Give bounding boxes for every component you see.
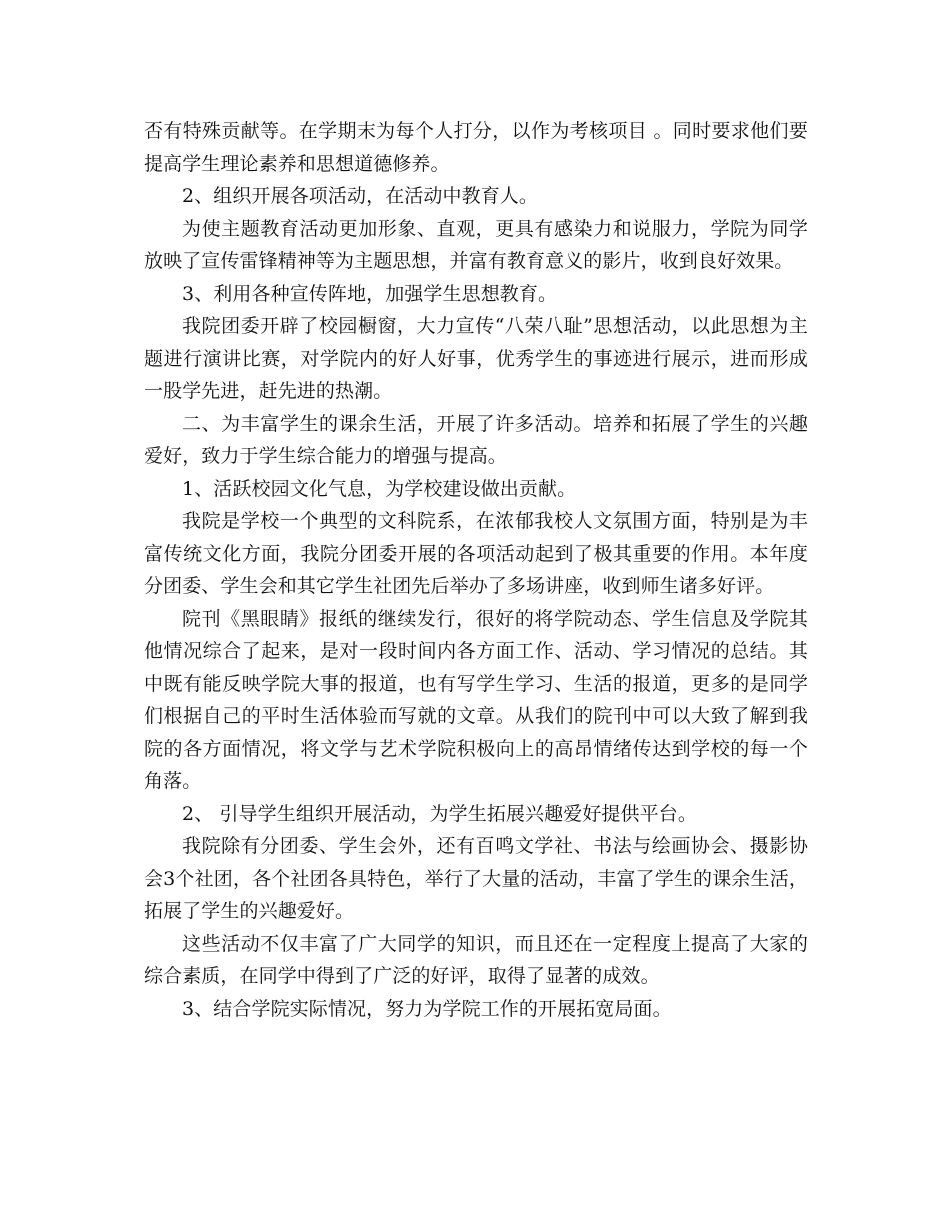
paragraph-continuation: 否有特殊贡献等。在学期末为每个人打分，以作为考核项目 。同时要求他们要提高学生理论素养和思想道德修养。 [144,120,808,175]
section-heading-extracurricular: 二、为丰富学生的课余生活，开展了许多活动。培养和拓展了学生的兴趣爱好，致力于学生综合能力的增强与提高。 [144,412,808,467]
section-heading-organize-activities: 2、组织开展各项活动，在活动中教育人。 [182,185,538,207]
document-body [144,115,808,1025]
paragraph-results: 这些活动不仅丰富了广大同学的知识，而且还在一定程度上提高了大家的综合素质，在同学中得到了广泛的好评，取得了显著的成效。 [144,932,808,987]
section-heading-propaganda: 3、利用各种宣传阵地，加强学生思想教育。 [182,282,558,305]
paragraph-journal: 院刊《黑眼睛》报纸的继续发行，很好的将学院动态、学生信息及学院其他情况综合了起来，是对一段时间内各方面工作、活动、学习情况的总结。其中既有能反映学院大事的报道，也有写学生学习、生活的报道，更多的是同学们根据自己的平时生活体验而写就的文章。从我们的院刊中可以大致了解到我院的各方面情况，将文学与艺术学院积极向上的高昂情绪传达到学校的每一个角落。 [144,607,808,792]
paragraph-clubs: 我院除有分团委、学生会外，还有百鸣文学社、书法与绘画协会、摄影协会3个社团，各个社团各具特色，举行了大量的活动，丰富了学生的课余生活，拓展了学生的兴趣爱好。 [144,835,808,922]
paragraph-liberal-arts: 我院是学校一个典型的文科院系，在浓郁我校人文氛围方面，特别是为丰富传统文化方面，我院分团委开展的各项活动起到了极其重要的作用。本年度分团委、学生会和其它学生社团先后举办了多场讲座，收到师生诸多好评。 [144,510,808,597]
subsection-heading-college-work: 3、结合学院实际情况，努力为学院工作的开展拓宽局面。 [182,997,672,1020]
subsection-heading-campus-culture: 1、活跃校园文化气息，为学校建设做出贡献。 [182,477,577,500]
paragraph-campus-showcase: 我院团委开辟了校园橱窗，大力宣传“八荣八耻”思想活动，以此思想为主题进行演讲比赛，对学院内的好人好事，优秀学生的事迹进行展示，进而形成一股学先进，赶先进的热潮。 [144,315,808,402]
paragraph-theme-education: 为使主题教育活动更加形象、直观，更具有感染力和说服力，学院为同学放映了宣传雷锋精神等为主题思想，并富有教育意义的影片，收到良好效果。 [144,217,808,272]
subsection-heading-student-organizations: 2、 引导学生组织开展活动，为学生拓展兴趣爱好提供平台。 [182,802,697,825]
